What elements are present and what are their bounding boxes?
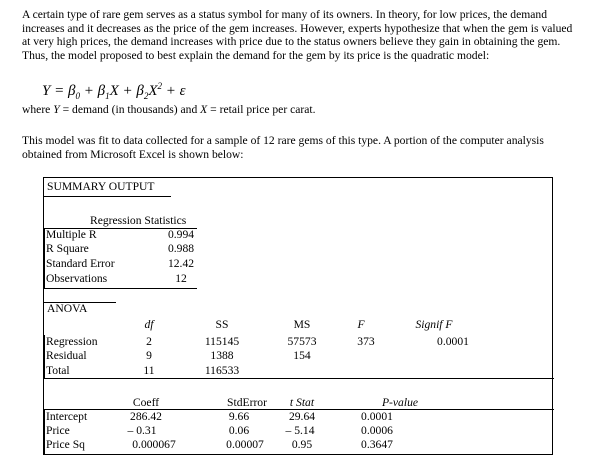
where-y: Y (53, 103, 60, 116)
eq-beta2-sub: 2 (143, 91, 149, 101)
coef-price-std-error: 0.06 (228, 424, 250, 437)
model-fit-text: This model was fit to data collected for a sample of 12 rare gems of this type. A portion of the computer analysis obtained from Microsoft Excel is shown below: (22, 134, 544, 161)
anova-regression-ms: 57573 (287, 335, 317, 348)
eq-plus-1: + (83, 83, 94, 99)
eq-beta0-sub: 0 (75, 91, 80, 101)
anova-regression-ss: 115145 (204, 335, 240, 348)
coef-price-t-stat: – 5.14 (285, 424, 315, 437)
quadratic-model-equation (42, 81, 186, 101)
reg-stat-label-r-square: R Square (46, 242, 89, 255)
coef-intercept-t-stat: 29.64 (288, 410, 316, 423)
coef-header-coeff: Coeff (132, 396, 160, 409)
anova-header-signif-f: Signif F (415, 318, 453, 331)
coef-intercept-coeff: 286.42 (130, 410, 162, 423)
coef-header-std-error: StdError (227, 396, 267, 409)
eq-y: Y (42, 83, 51, 99)
anova-residual-ss: 1388 (210, 349, 234, 362)
coef-price-coeff: – 0.31 (127, 424, 157, 437)
summary-output-title: SUMMARY OUTPUT (47, 180, 155, 193)
anova-regression-df: 2 (146, 335, 152, 348)
coef-price-sq-std-error: 0.00007 (226, 438, 264, 451)
eq-plus-2: + (122, 83, 133, 99)
reg-stat-value-observations: 12 (175, 272, 187, 285)
anova-bottom-rule (44, 378, 554, 379)
eq-x-squared: X (148, 83, 158, 99)
eq-x: X (109, 83, 119, 99)
coef-left-rule (44, 409, 45, 455)
eq-x-squared-sup: 2 (157, 81, 163, 91)
coef-price-sq-coeff: 0.000067 (132, 438, 176, 451)
coef-header-p-value: P-value (381, 396, 419, 409)
anova-left-rule (44, 335, 45, 378)
reg-stats-heading: Regression Statistics (90, 214, 187, 227)
anova-header-df: df (144, 318, 154, 331)
coef-header-t-stat: t Stat (289, 396, 315, 409)
coef-intercept-p-value: 0.0001 (361, 410, 393, 423)
coef-price-p-value: 0.0006 (361, 424, 393, 437)
title-underline (44, 196, 171, 197)
reg-stat-value-r-square: 0.988 (167, 242, 195, 255)
anova-residual-df: 9 (146, 349, 152, 362)
where-text-1: where (22, 103, 54, 116)
summary-output-box (43, 177, 553, 455)
anova-total-df: 11 (143, 364, 155, 377)
eq-beta2: β (136, 83, 144, 99)
anova-regression-signif-f: 0.0001 (437, 335, 469, 348)
coef-price-sq-p-value: 0.3647 (361, 438, 393, 451)
coef-label-price-sq: Price Sq (46, 438, 85, 451)
reg-stat-label-std-error: Standard Error (46, 257, 115, 270)
anova-label-total: Total (46, 364, 70, 377)
coef-intercept-std-error: 9.66 (228, 410, 250, 423)
problem-intro: A certain type of rare gem serves as a status symbol for many of its owners. In theory, for low prices, the demand increases and it decreases as the price of the gem increases. However, experts hypothesize that when the gem is valued at very high prices, the demand increases with price due to the status owners believe they gain in obtaining the gem. Thus, the model proposed to best explain the demand for the gem by its price is the quadratic model: (22, 8, 573, 62)
eq-beta1: β (97, 83, 106, 99)
reg-stats-left-rule (44, 228, 45, 288)
anova-label-regression: Regression (46, 335, 98, 348)
eq-beta1-sub: 1 (105, 91, 110, 101)
reg-stat-label-multiple-r: Multiple R (46, 228, 97, 241)
anova-regression-f: 373 (357, 335, 375, 348)
eq-beta0: β (67, 83, 76, 99)
anova-header-f: F (357, 318, 365, 331)
where-x: X (200, 103, 208, 116)
variable-definitions (22, 103, 582, 117)
anova-header-ss: SS (215, 318, 229, 331)
reg-stat-value-multiple-r: 0.994 (167, 228, 195, 241)
where-text-3: = retail price per carat. (207, 103, 316, 116)
reg-stats-bottom-rule (44, 288, 197, 289)
eq-epsilon: ε (179, 83, 186, 99)
reg-stat-label-observations: Observations (46, 272, 108, 285)
anova-total-ss: 116533 (204, 364, 240, 377)
where-text-2: = demand (in thousands) and (59, 103, 201, 116)
anova-header-ms: MS (293, 318, 311, 331)
coef-label-intercept: Intercept (46, 410, 88, 423)
coef-label-price: Price (46, 424, 70, 437)
reg-stat-value-std-error: 12.42 (167, 257, 195, 270)
anova-title: ANOVA (47, 302, 88, 315)
anova-label-residual: Residual (46, 349, 87, 362)
anova-residual-ms: 154 (293, 349, 311, 362)
eq-plus-3: + (165, 83, 176, 99)
coef-price-sq-t-stat: 0.95 (291, 438, 313, 451)
eq-equals: = (54, 83, 65, 99)
